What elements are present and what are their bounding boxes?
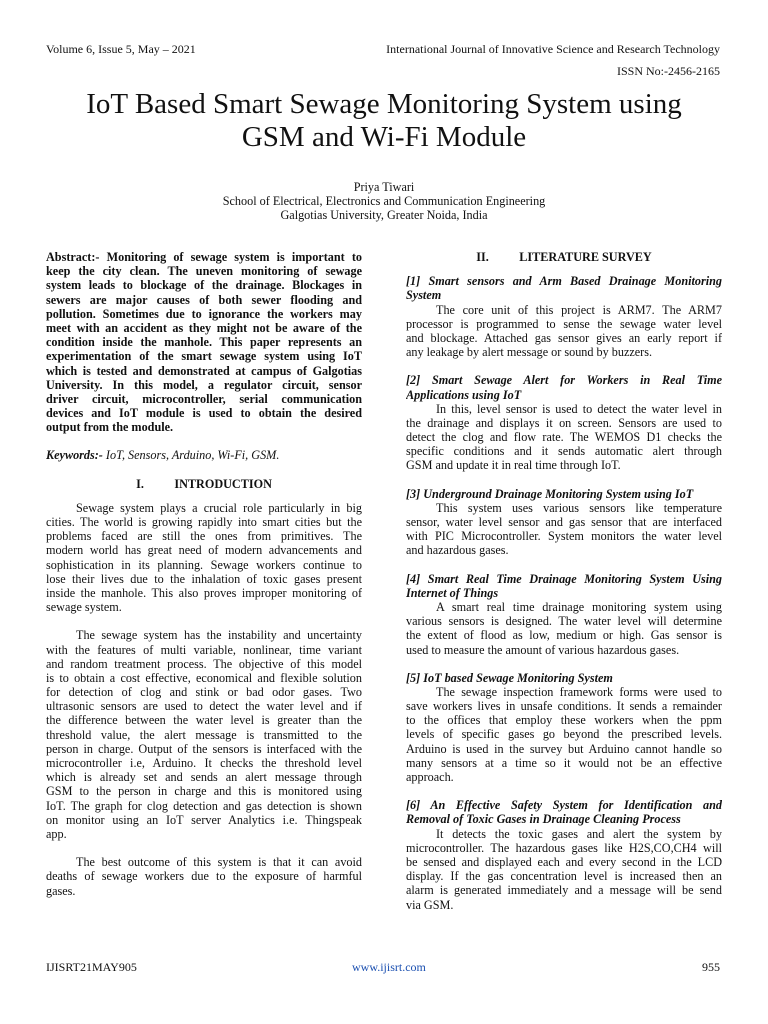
intro-line: ultrasonic sensors are used to detect the water level and if [46,699,362,714]
right-column [406,250,722,926]
literature-body-line: used to measure the amount of various hazardous gases. [406,642,680,657]
literature-body-line: specific conditions and it sends automatic alert through [406,444,722,459]
literature-body-line: It detects the toxic gases and alert the system by [436,826,722,841]
intro-line: inside the manhole. This also proves improper monitoring of [46,585,362,600]
literature-item-body [406,303,722,360]
author-name: Priya Tiwari [353,180,415,194]
intro-line: problems faced are still the ones from primitives. The [46,529,362,544]
literature-body-line: approach. [406,770,454,785]
literature-item [406,798,722,912]
intro-line: lose their lives due to the inhalation of toxic gases present [46,571,362,586]
intro-line: on monitor using an IoT server Analytics i.e. Thingspeak [46,812,362,827]
abstract-line: driver circuit, microcontroller, serial communication [46,391,362,406]
title-line: IoT Based Smart Sewage Monitoring System using [86,88,682,120]
literature-item [406,572,722,657]
literature-body-line: processor is programmed to sense the sewage water level [406,316,722,331]
intro-line: The best outcome of this system is that it can avoid [76,855,362,870]
intro-line: the difference between the water level is greater than the [46,713,362,728]
abstract-line: system leads to blockage of the drainage. Blockages in [46,278,362,293]
literature-item [406,487,722,558]
intro-line: app. [46,826,67,841]
literature-body-line: The core unit of this project is ARM7. The ARM7 [436,302,722,317]
literature-body-line: Arduino is used in the survey but Arduino cannot handle so [406,741,722,756]
literature-title-line: [5] IoT based Sewage Monitoring System [406,670,613,685]
literature-body-line: In this, level sensor is used to detect the water level in [436,401,722,416]
literature-item-body [406,501,722,558]
intro-line: is to obtain a cost effective, economical and flexible solution [46,670,362,685]
abstract-line: pollution. Sometimes due to ignorance the workers may [46,306,362,321]
literature-items [406,274,722,912]
abstract-line: devices and IoT module is used to obtain the desired [46,406,362,421]
author-block [40,180,728,222]
abstract-line: meet with an accident as they might not be aware of the [46,320,362,335]
literature-body-line: alarm is generated immediately and a message will be send [406,883,722,898]
literature-item-body [406,827,722,912]
abstract-line: experimentation of the smart sewage system using IoT [46,349,362,364]
abstract [46,250,362,434]
intro-line: with the features of multi variable, nonlinear, time variant [46,642,362,657]
literature-item [406,671,722,785]
intro-line: for detection of clog and stink or bad odor gases. Two [46,685,362,700]
title-line: GSM and Wi-Fi Module [241,121,527,153]
literature-item-title [406,373,722,401]
intro-paragraph-3 [46,855,362,898]
literature-body-line: save workers lives in unsafe conditions. It sends a remainder [406,699,722,714]
keywords-label: Keywords:- [46,448,103,463]
intro-line: and random treatment process. The objective of this model [46,656,362,671]
literature-body-line: via GSM. [406,897,454,912]
author-university: Galgotias University, Greater Noida, India [280,208,488,222]
literature-item [406,274,722,359]
intro-line: which is already set and sends an alert message through [46,770,362,785]
literature-body-line: The sewage inspection framework forms were used to [436,684,722,699]
literature-item-title [406,671,722,685]
literature-body-line: levels of specific gases go beyond the prescribed levels. [406,727,722,742]
literature-title-line: Applications using IoT [406,387,522,402]
literature-body-line: microcontroller. The hazardous gases like H2S,CO,CH4 will [406,840,722,855]
left-column [46,250,362,912]
intro-paragraph-2 [46,628,362,841]
literature-title-line: Internet of Things [406,585,499,600]
literature-body-line: be sensed and displayed each and every second in the LCD [406,854,722,869]
literature-body-line: A smart real time drainage monitoring system using [436,599,722,614]
running-header-volume: Volume 6, Issue 5, May – 2021 [46,42,196,56]
abstract-line: which is tested and demonstrated at campus of Galgotias [46,363,362,378]
footer-page-number: 955 [702,960,720,974]
author-department: School of Electrical, Electronics and Communication Engineering [222,194,546,208]
running-header-journal: International Journal of Innovative Science and Research Technology [386,42,720,56]
footer-paper-code: IJISRT21MAY905 [46,960,137,974]
abstract-line: sewers are major causes of both sewer flooding and [46,292,362,307]
literature-body-line: GSM and update it in real time through IoT. [406,458,621,473]
abstract-line: condition inside the manhole. This paper represents an [46,335,362,350]
literature-title-line: [1] Smart sensors and Arm Based Drainage Monitoring [406,274,722,289]
intro-line: gases. [46,883,76,898]
literature-title-line: [2] Smart Sewage Alert for Workers in Real Time [406,373,722,388]
intro-line: Sewage system plays a crucial role particularly in big [76,500,362,515]
literature-item-title [406,798,722,826]
intro-line: IoT. The graph for clog detection and gas detection is shown [46,798,362,813]
literature-title-line: System [406,288,442,303]
literature-body-line: the drainage and displays it on screen. Sensors are used to [406,415,722,430]
literature-title-line: [3] Underground Drainage Monitoring System using IoT [406,486,694,501]
literature-item-title [406,274,722,302]
paper-title [40,88,728,154]
literature-body-line: This system uses various sensors like temperature [436,500,722,515]
literature-body-line: to the offices that employ these workers when the ppm [406,713,722,728]
intro-line: person in charge. Output of the sensors is interfaced with the [46,741,362,756]
intro-line: modern world has great need of modern advancements and [46,543,362,558]
literature-title-line: Removal of Toxic Gases in Drainage Cleaning Process [406,812,681,827]
keywords [46,448,362,462]
intro-line: GSM to the person in charge and this is monitored using [46,784,362,799]
intro-line: The sewage system has the instability and uncertainty [76,628,362,643]
literature-item [406,373,722,472]
literature-body-line: sensor, water level sensor and gas sensor that are interfaced [406,515,722,530]
literature-item-body [406,600,722,657]
section-heading-literature-survey: II. LITERATURE SURVEY [476,250,652,264]
footer-website-link[interactable]: www.ijisrt.com [352,960,426,974]
literature-item-body [406,402,722,473]
literature-body-line: the extent of flood as low, medium or high. Gas sensor is [406,628,722,643]
literature-body-line: and blockage. Attached gas sensor gives an early report if [406,330,722,345]
literature-body-line: detect the clog and flow rate. The WEMOS D1 checks the [406,430,722,445]
literature-body-line: various sensors is designed. The water level will determine [406,614,722,629]
abstract-line: output from the module. [46,420,174,435]
intro-paragraph-1 [46,501,362,615]
abstract-line: keep the city clean. The uneven monitoring of sewage [46,264,362,279]
literature-item-title [406,572,722,600]
literature-body-line: with PIC Microcontroller. System monitors the water level [406,529,722,544]
intro-line: microcontroller i.e, Arduino. It checks the threshold level [46,756,362,771]
intro-line: cities. The world is growing rapidly into smart cities but the [46,515,362,530]
intro-line: deaths of sewage workers due to the exposure of harmful [46,869,362,884]
keywords-text: IoT, Sensors, Arduino, Wi-Fi, GSM. [102,448,280,463]
literature-item-body [406,685,722,784]
running-header-issn: ISSN No:-2456-2165 [616,64,720,78]
literature-body-line: many sensors at a time so it would not be an effective [406,755,722,770]
abstract-line: Abstract:- Monitoring of sewage system is important to [46,250,362,264]
section-heading-introduction: I. INTRODUCTION [136,476,272,491]
abstract-line: University. In this model, a regulator circuit, sensor [46,377,362,392]
literature-item-title [406,487,722,501]
intro-line: threshold value, the alert message is transmitted to the [46,727,362,742]
intro-line: sewage system. [46,600,122,615]
literature-body-line: any leakage by alert message or sound by buzzers. [406,345,653,360]
literature-title-line: [4] Smart Real Time Drainage Monitoring System Using [406,571,722,586]
literature-body-line: display. If the gas concentration level is increased then an [406,869,722,884]
literature-title-line: [6] An Effective Safety System for Identification and [406,798,722,813]
intro-line: sophistication in its planning. Sewage workers continue to [46,557,362,572]
literature-body-line: and hazardous gases. [406,543,509,558]
